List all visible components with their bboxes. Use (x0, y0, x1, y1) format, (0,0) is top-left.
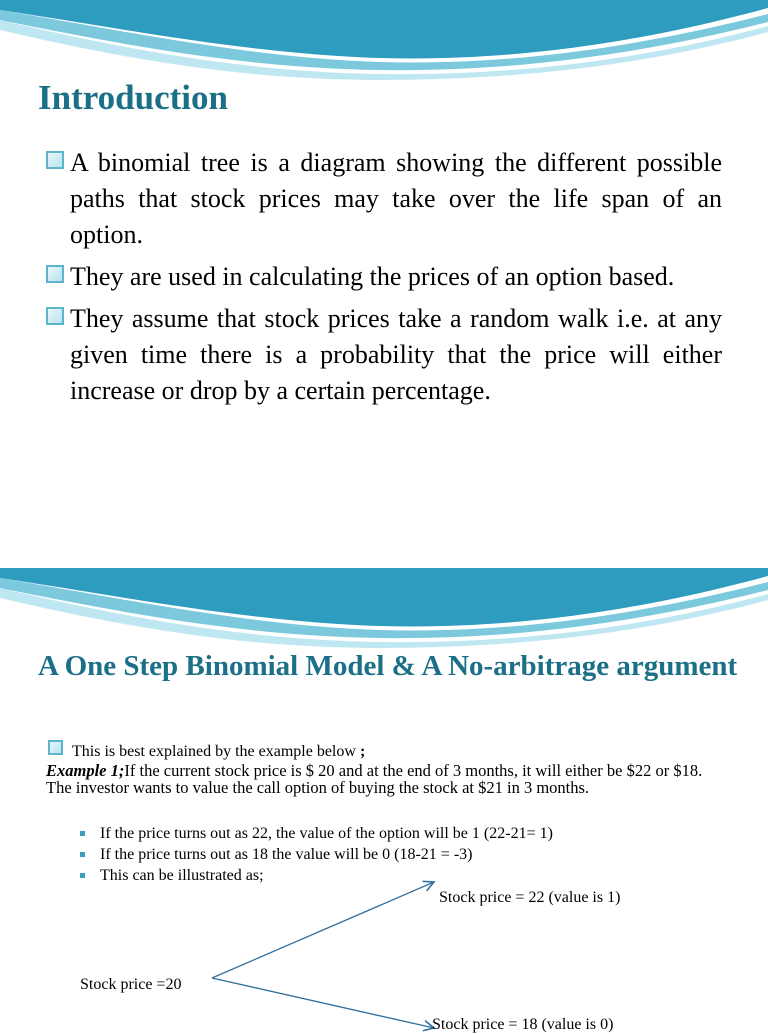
example-label: Example 1; (46, 761, 125, 780)
intro-line: This is best explained by the example below ; (48, 740, 365, 761)
up-node-label: Stock price = 22 (value is 1) (439, 889, 621, 906)
checkbox-bullet-icon (46, 307, 64, 325)
header-wave-decoration (0, 0, 768, 80)
bullet-item: They are used in calculating the prices of an option based. (46, 259, 722, 295)
down-branch-arrow (212, 978, 434, 1028)
list-item: If the price turns out as 18 the value will be 0 (18-21 = -3) (80, 844, 553, 865)
slide-title: A One Step Binomial Model & A No-arbitrage argument (38, 650, 738, 682)
bullet-item: They assume that stock prices take a random walk i.e. at any given time there is a probability that the price will either increase or drop by a certain percentage. (46, 301, 722, 409)
slide-title: Introduction (38, 78, 228, 117)
example-text: If the current stock price is $ 20 and at the end of 3 months, it will either be $22 or $18. The investor wants to value the call option of buying the stock at $21 in 3 months. (46, 761, 703, 797)
list-item: This can be illustrated as; (80, 865, 553, 886)
binomial-tree-diagram (0, 568, 768, 1024)
bullet-item: A binomial tree is a diagram showing the different possible paths that stock prices may take over the life span of an option. (46, 145, 722, 253)
bullet-list (46, 145, 722, 415)
up-branch-arrow (212, 882, 434, 978)
list-item: If the price turns out as 22, the value of the option will be 1 (22-21= 1) (80, 823, 553, 844)
root-node-label: Stock price =20 (80, 976, 182, 993)
slide-one-step-model (0, 568, 768, 1033)
checkbox-bullet-icon (46, 265, 64, 283)
checkbox-bullet-icon (46, 151, 64, 169)
down-node-label: Stock price = 18 (value is 0) (432, 1016, 614, 1033)
slide-separator (0, 552, 768, 568)
